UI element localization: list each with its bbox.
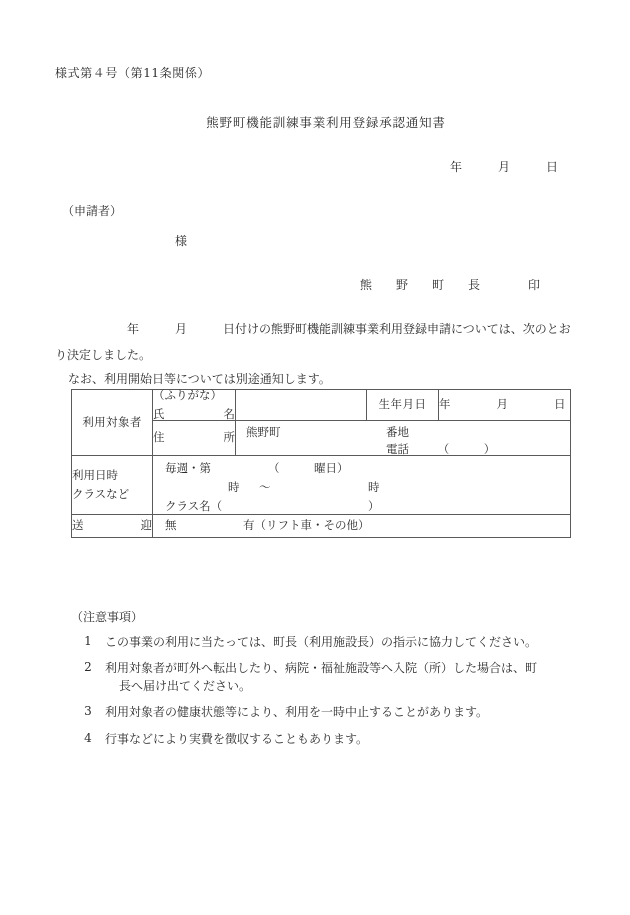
name-label-left: 氏 bbox=[153, 406, 165, 421]
address-value-field[interactable] bbox=[236, 421, 571, 456]
telephone-value: （ ） bbox=[443, 442, 496, 456]
usage-label-text-2: クラスなど bbox=[72, 487, 130, 501]
address-banchi-label: 番地 bbox=[386, 425, 409, 439]
time-end: 時 bbox=[368, 480, 380, 494]
note-item bbox=[71, 660, 591, 695]
note-text bbox=[105, 731, 591, 748]
issuer-signature-line: 熊 野 町 長 印 bbox=[360, 278, 541, 292]
transport-label bbox=[72, 520, 152, 532]
note-number: 1 bbox=[84, 634, 92, 648]
time-range-tilde: ～ bbox=[259, 480, 271, 494]
usage-label-cell bbox=[72, 456, 153, 515]
usage-label-line-2 bbox=[72, 489, 152, 501]
usage-label-text-1: 利用日時 bbox=[72, 467, 118, 482]
table-row-transport bbox=[72, 515, 571, 538]
note-text-continuation: 長へ届け出てください。 bbox=[119, 678, 252, 693]
note-text-main: 利用対象者の健康状態等により、利用を一時中止することがあります。 bbox=[105, 705, 489, 720]
address-label-cell bbox=[153, 421, 236, 456]
notes-title: （注意事項） bbox=[71, 610, 144, 624]
note-text-main: 行事などにより実費を徴収することもあります。 bbox=[105, 731, 369, 746]
telephone-label: 電話 bbox=[386, 442, 409, 456]
weekly-label: 毎週・第 bbox=[165, 461, 211, 475]
applicant-honorific: 様 bbox=[175, 234, 188, 248]
address-label bbox=[153, 432, 235, 444]
transport-option-yes[interactable]: 有（リフト車・その他） bbox=[243, 518, 370, 532]
note-text bbox=[105, 704, 591, 721]
table-row-name bbox=[72, 390, 571, 421]
class-name-close-paren: ） bbox=[368, 499, 380, 513]
weekday-value: （ 曜日） bbox=[268, 461, 349, 475]
registration-details-table bbox=[71, 389, 571, 538]
name-label bbox=[153, 406, 235, 421]
transport-option-none[interactable]: 無 bbox=[165, 518, 177, 532]
usage-label-line-1 bbox=[72, 467, 152, 482]
target-person-label: 利用対象者 bbox=[72, 390, 153, 456]
address-town: 熊野町 bbox=[246, 425, 281, 439]
birthdate-label: 生年月日 bbox=[367, 390, 439, 421]
notes-section bbox=[71, 608, 591, 757]
applicant-label: （申請者） bbox=[62, 204, 123, 218]
note-text-main: この事業の利用に当たっては、町長（利用施設長）の指示に協力してください。 bbox=[105, 635, 538, 649]
address-label-right: 所 bbox=[223, 430, 235, 445]
transport-label-cell bbox=[72, 515, 153, 538]
name-label-cell bbox=[153, 390, 236, 421]
note-item bbox=[71, 704, 591, 721]
name-value-field[interactable] bbox=[236, 390, 367, 421]
note-item bbox=[71, 634, 591, 651]
transport-label-right: 迎 bbox=[140, 518, 152, 533]
note-text bbox=[105, 634, 591, 651]
furigana-label: （ふりがな） bbox=[153, 388, 222, 402]
time-start: 時 bbox=[228, 480, 240, 494]
birthdate-value-field[interactable]: 年 月 日 bbox=[439, 390, 571, 421]
note-number: 3 bbox=[84, 704, 92, 719]
note-number: 2 bbox=[84, 660, 92, 675]
usage-value-field[interactable] bbox=[153, 456, 571, 515]
note-item bbox=[71, 731, 591, 748]
body-paragraph-line-3: なお、利用開始日等については別途通知します。 bbox=[68, 372, 331, 386]
class-name-label: クラス名（ bbox=[165, 499, 223, 513]
transport-label-left: 送 bbox=[72, 518, 84, 533]
body-paragraph-line-1: 年 月 日付けの熊野町機能訓練事業利用登録申請については、次のとお bbox=[127, 322, 571, 336]
form-number: 様式第４号（第11条関係） bbox=[55, 66, 211, 80]
table-row-usage bbox=[72, 456, 571, 515]
address-label-left: 住 bbox=[153, 430, 165, 445]
note-text-main: 利用対象者が町外へ転出したり、病院・福祉施設等へ入院（所）した場合は、町 bbox=[105, 661, 538, 676]
issue-date-line: 年 月 日 bbox=[450, 160, 559, 174]
document-title: 熊野町機能訓練事業利用登録承認通知書 bbox=[206, 115, 446, 130]
note-number: 4 bbox=[84, 730, 92, 745]
transport-value-field[interactable] bbox=[153, 515, 571, 538]
name-label-right: 名 bbox=[223, 406, 235, 421]
body-paragraph-line-2: り決定しました。 bbox=[55, 348, 152, 362]
note-text bbox=[105, 660, 591, 695]
telephone-line bbox=[386, 444, 495, 456]
